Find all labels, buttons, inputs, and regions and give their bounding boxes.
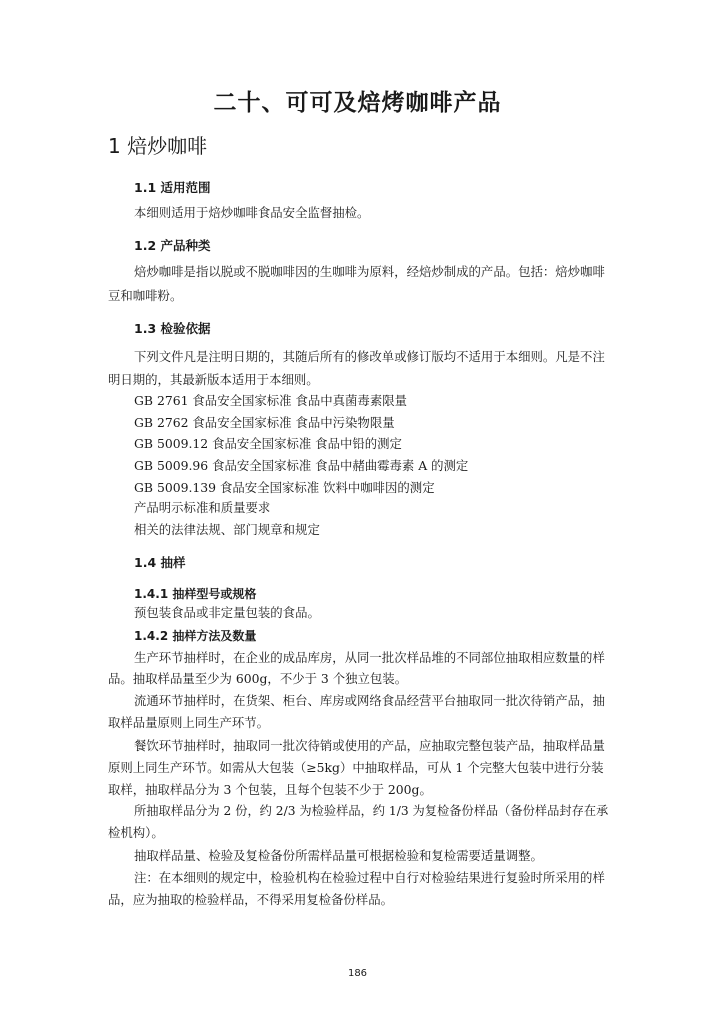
heading-1-3: 1.3 检验依据 [134, 321, 211, 336]
reference-item: 产品明示标准和质量要求 [134, 500, 271, 515]
reference-item: GB 5009.96 食品安全国家标准 食品中赭曲霉毒素 A 的测定 [134, 458, 469, 473]
paragraph-line: 抽取样品量、检验及复检备份所需样品量可根据检验和复检需要适量调整。 [134, 848, 543, 863]
heading-1-2: 1.2 产品种类 [134, 238, 211, 253]
heading-1-1: 1.1 适用范围 [134, 180, 211, 195]
paragraph-line: 本细则适用于焙炒咖啡食品安全监督抽检。 [134, 205, 370, 220]
chapter-title: 二十、可可及焙烤咖啡产品 [213, 90, 502, 116]
reference-item: GB 5009.139 食品安全国家标准 饮料中咖啡因的测定 [134, 480, 435, 495]
reference-item: GB 2761 食品安全国家标准 食品中真菌毒素限量 [134, 393, 407, 408]
reference-item: GB 2762 食品安全国家标准 食品中污染物限量 [134, 415, 395, 430]
page-number: 186 [347, 968, 368, 979]
reference-item: 相关的法律法规、部门规章和规定 [134, 522, 320, 537]
paragraph-line: 原则上同生产环节。如需从大包装（≥5kg）中抽取样品，可从 1 个完整大包装中进行分装 [108, 760, 604, 775]
heading-1-4: 1.4 抽样 [134, 555, 186, 570]
note-line: 品，应为抽取的检验样品，不得采用复检备份样品。 [108, 892, 393, 907]
heading-1-4-2: 1.4.2 抽样方法及数量 [134, 629, 257, 643]
paragraph-line: 取样品量原则上同生产环节。 [108, 715, 270, 730]
paragraph-line: 下列文件凡是注明日期的，其随后所有的修改单或修订版均不适用于本细则。凡是不注 [134, 349, 605, 364]
paragraph-line: 生产环节抽样时，在企业的成品库房，从同一批次样品堆的不同部位抽取相应数量的样 [134, 650, 605, 665]
paragraph-line: 明日期的，其最新版本适用于本细则。 [108, 372, 319, 387]
reference-item: GB 5009.12 食品安全国家标准 食品中铅的测定 [134, 436, 402, 451]
paragraph-line: 豆和咖啡粉。 [108, 288, 183, 303]
paragraph-line: 检机构）。 [108, 825, 164, 840]
heading-1-4-1: 1.4.1 抽样型号或规格 [134, 587, 257, 601]
section-title: 1 焙炒咖啡 [108, 134, 208, 158]
paragraph-line: 流通环节抽样时，在货架、柜台、库房或网络食品经营平台抽取同一批次待销产品，抽 [134, 693, 605, 708]
paragraph-line: 品。抽取样品量至少为 600g，不少于 3 个独立包装。 [108, 671, 408, 686]
note-line: 注：在本细则的规定中，检验机构在检验过程中自行对检验结果进行复验时所采用的样 [134, 870, 605, 885]
paragraph-line: 焙炒咖啡是指以脱或不脱咖啡因的生咖啡为原料，经焙炒制成的产品。包括：焙炒咖啡 [134, 264, 605, 279]
paragraph-line: 预包装食品或非定量包装的食品。 [134, 605, 320, 620]
paragraph-line: 取样，抽取样品分为 3 个包装，且每个包装不少于 200g。 [108, 782, 432, 797]
paragraph-line: 所抽取样品分为 2 份，约 2/3 为检验样品，约 1/3 为复检备份样品（备份样品封存在承 [134, 803, 609, 818]
paragraph-line: 餐饮环节抽样时，抽取同一批次待销或使用的产品，应抽取完整包装产品，抽取样品量 [134, 738, 605, 753]
